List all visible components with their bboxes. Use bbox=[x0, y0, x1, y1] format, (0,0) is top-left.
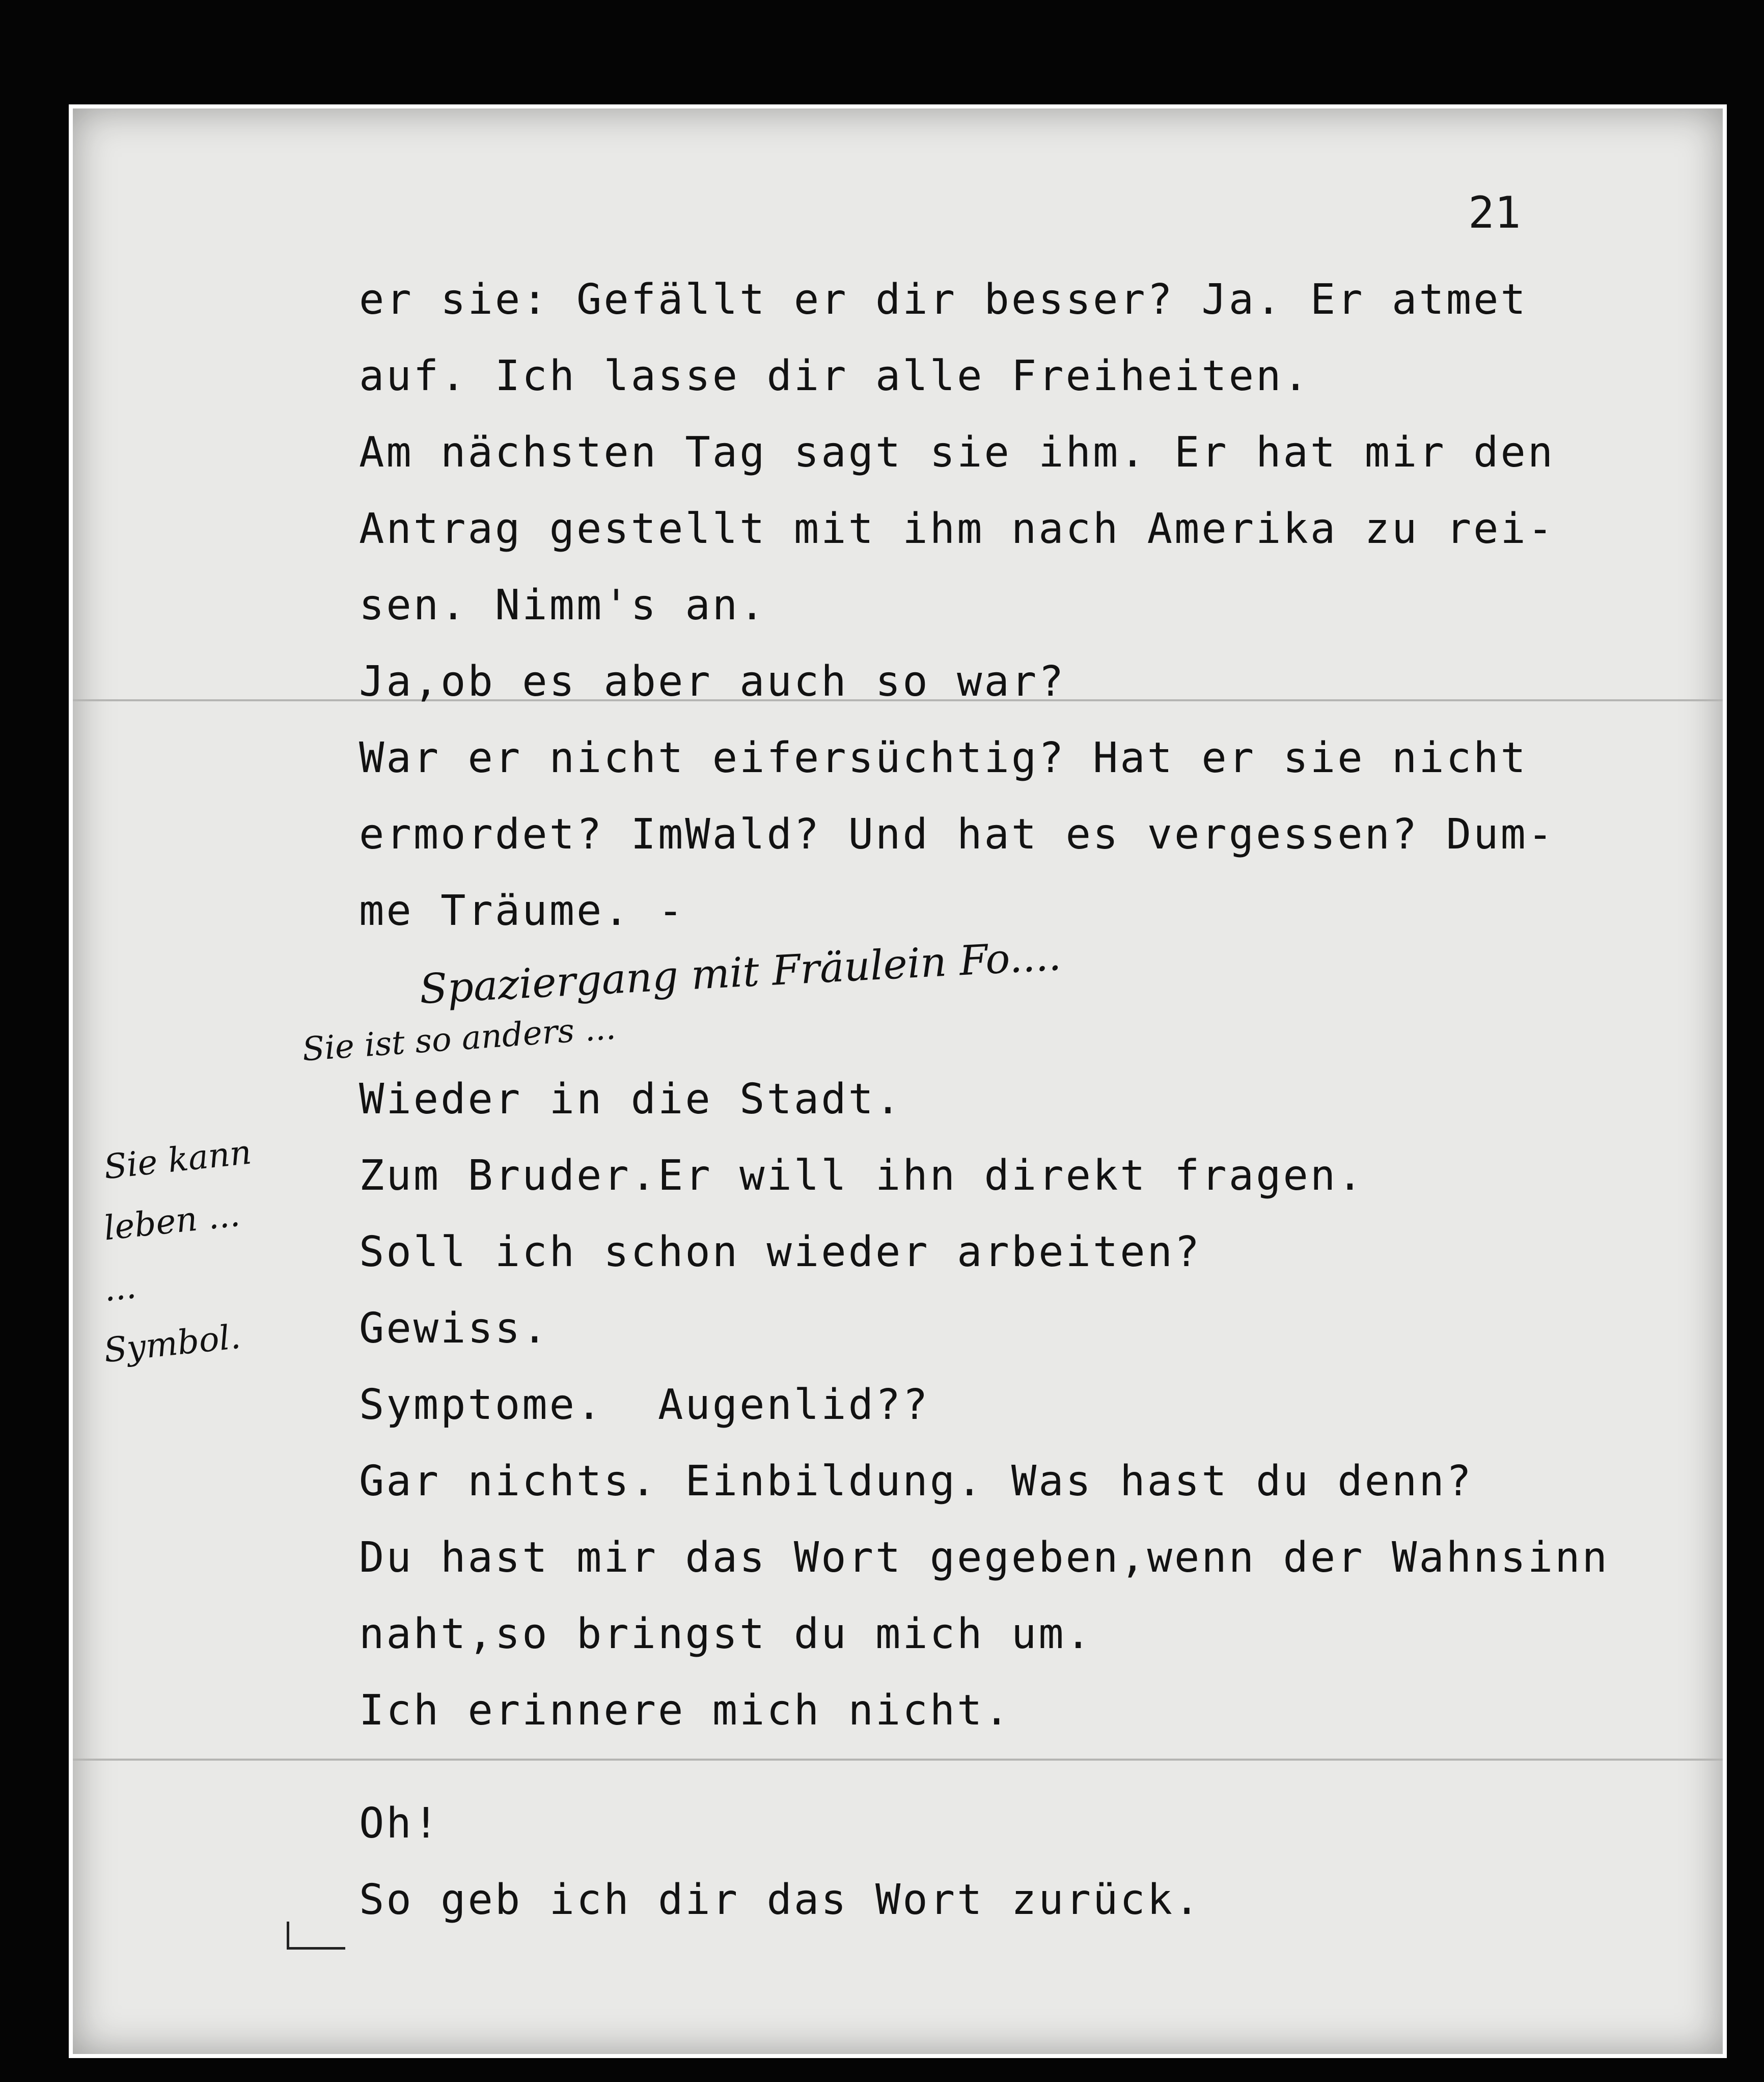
typed-line-17: naht,so bringst du mich um. bbox=[359, 1610, 1093, 1658]
typed-line-14: Symptome. Augenlid?? bbox=[359, 1381, 930, 1429]
typescript-page bbox=[69, 104, 1727, 2058]
typed-line-13: Gewiss. bbox=[359, 1304, 549, 1353]
typed-line-9: me Träume. - bbox=[359, 887, 685, 935]
typed-line-10: Wieder in die Stadt. bbox=[359, 1075, 903, 1124]
margin-note-line-3: ... bbox=[102, 1267, 138, 1309]
handwritten-insert-2: Sie ist so anders ... bbox=[301, 1009, 617, 1069]
typed-line-2: auf. Ich lasse dir alle Freiheiten. bbox=[359, 352, 1310, 400]
handwritten-margin-note bbox=[103, 1125, 343, 1369]
margin-note-line-4: Symbol. bbox=[102, 1317, 242, 1371]
typed-line-5: sen. Nimm's an. bbox=[359, 581, 767, 629]
pencil-mark bbox=[287, 1922, 345, 1950]
margin-note-line-2: leben ... bbox=[102, 1194, 242, 1248]
typed-line-6: Ja,ob es aber auch so war? bbox=[359, 658, 1066, 706]
typed-line-4: Antrag gestellt mit ihm nach Amerika zu rei- bbox=[359, 505, 1555, 553]
typed-line-12: Soll ich schon wieder arbeiten? bbox=[359, 1228, 1202, 1276]
typed-line-8: ermordet? ImWald? Und hat es vergessen? Dum- bbox=[359, 810, 1555, 859]
typed-line-20: So geb ich dir das Wort zurück. bbox=[359, 1876, 1202, 1924]
handwritten-insert-1: Spaziergang mit Fräulein Fo.... bbox=[418, 932, 1062, 1013]
typed-line-19: Oh! bbox=[359, 1799, 441, 1848]
typed-line-7: War er nicht eifersüchtig? Hat er sie nicht bbox=[359, 734, 1528, 782]
margin-note-line-1: Sie kann bbox=[102, 1132, 254, 1187]
typed-line-18: Ich erinnere mich nicht. bbox=[359, 1686, 1011, 1735]
typed-line-15: Gar nichts. Einbildung. Was hast du denn? bbox=[359, 1457, 1474, 1505]
typed-line-16: Du hast mir das Wort gegeben,wenn der Wahnsinn bbox=[359, 1533, 1609, 1582]
typed-line-11: Zum Bruder.Er will ihn direkt fragen. bbox=[359, 1152, 1365, 1200]
typed-line-1: er sie: Gefällt er dir besser? Ja. Er atmet bbox=[359, 276, 1528, 324]
ruled-line bbox=[73, 1759, 1723, 1761]
page-number: 21 bbox=[1468, 187, 1521, 238]
typed-line-3: Am nächsten Tag sagt sie ihm. Er hat mir den bbox=[359, 428, 1555, 477]
